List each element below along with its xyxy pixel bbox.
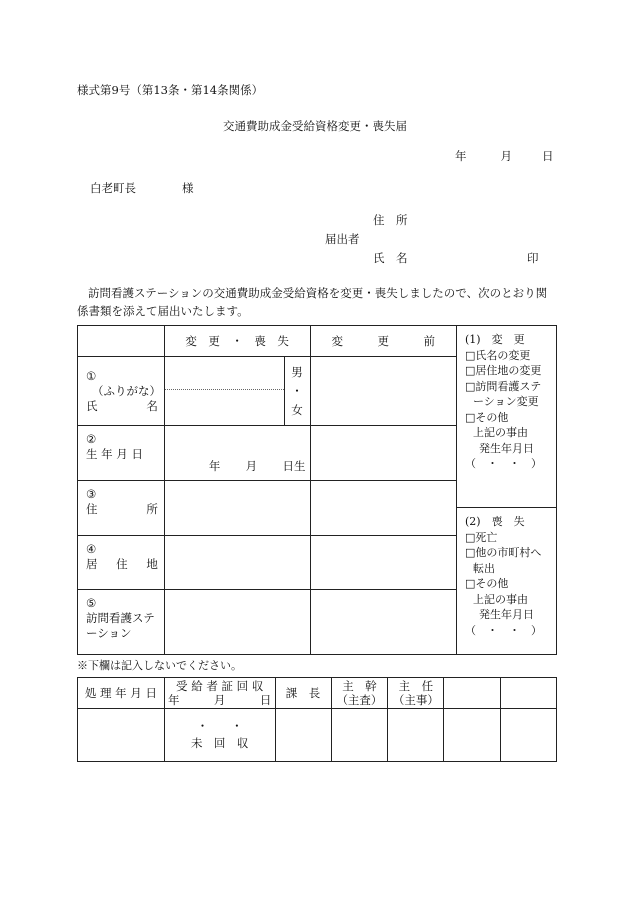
change-reason-line1: 上記の事由 (473, 426, 529, 439)
processing-date-cell[interactable] (78, 709, 165, 762)
change-item-name[interactable]: □氏名の変更 (465, 348, 531, 362)
applicant-address-label: 住 所 (373, 213, 408, 227)
loss-reason-line1: 上記の事由 (473, 592, 529, 606)
gender-separator: ・ (291, 383, 303, 398)
cert-return-header (164, 678, 275, 709)
loss-section-title: (2) 喪 失 (465, 515, 525, 528)
birth-year: 年 (208, 459, 221, 473)
birth-before-input[interactable] (310, 426, 457, 481)
station-label-line1: 訪問看護ステ (86, 611, 155, 625)
loss-item-move[interactable]: □他の市町村へ (465, 546, 542, 559)
name-before-input[interactable] (310, 357, 457, 426)
corner-cell (78, 326, 165, 357)
residence-row-label (78, 536, 165, 590)
section-chief-header: 課 長 (275, 678, 331, 709)
section-chief-seal[interactable] (275, 709, 331, 762)
address-row-number: ③ (86, 487, 97, 501)
station-row-label (78, 590, 165, 655)
day-label: 日 (542, 149, 554, 163)
office-use-note: ※下欄は記入しないでください。 (77, 659, 242, 672)
address-label: 住 所 (86, 502, 158, 516)
name-row-number: ① (86, 369, 97, 383)
station-label-line2: ーション (86, 626, 132, 640)
loss-item-move-cont: 転出 (473, 561, 496, 575)
change-section-title: (1) 変 更 (465, 333, 525, 346)
change-reason-line2: 発生年月日 (479, 441, 535, 455)
change-date-field[interactable]: （ ・ ・ ） (465, 457, 543, 470)
chief-seal[interactable] (331, 709, 388, 762)
gender-male: 男 (291, 364, 303, 379)
birth-month: 月 (245, 459, 258, 473)
birth-label: 生 年 月 日 (86, 447, 143, 461)
processing-date-header: 処 理 年 月 日 (78, 678, 165, 709)
before-change-header: 変 更 前 (310, 326, 457, 357)
change-reasons-panel (457, 326, 557, 508)
addressee (90, 182, 194, 196)
residence-input[interactable] (164, 536, 310, 590)
month-label: 月 (500, 149, 512, 163)
blank-seal-1[interactable] (444, 709, 501, 762)
name-input[interactable] (164, 357, 284, 426)
residence-before-input[interactable] (310, 536, 457, 590)
return-date-dots: ・ ・ (196, 719, 243, 733)
residence-label: 居 住 地 (86, 557, 158, 571)
name-label: 氏 名 (86, 399, 158, 413)
body-text: 訪問看護ステーションの交通費助成金受給資格を変更・喪失しましたので、次のとおり関係書類を添えて届出いたします。 (77, 286, 548, 318)
birth-day: 日生 (282, 459, 306, 473)
loss-item-other[interactable]: □その他 (465, 577, 509, 590)
gender-female: 女 (291, 402, 303, 417)
cert-return-cell[interactable] (164, 709, 275, 762)
station-row-number: ⑤ (86, 596, 97, 610)
birth-row-number: ② (86, 432, 97, 446)
change-item-station[interactable]: □訪問看護ステ (465, 379, 542, 393)
year-label: 年 (455, 149, 467, 163)
applicant-name-label: 氏 名 (373, 251, 408, 265)
change-table (77, 325, 557, 655)
change-item-station-cont: ーション変更 (473, 395, 539, 408)
blank-header-1 (444, 678, 501, 709)
change-item-residence[interactable]: □居住地の変更 (465, 364, 542, 377)
blank-header-2 (501, 678, 557, 709)
submission-date (455, 150, 554, 164)
birth-input[interactable] (164, 426, 310, 481)
applicant-label: 届出者 (325, 232, 360, 246)
furigana-label: （ふりがな） (92, 384, 161, 398)
gender-select[interactable] (284, 357, 310, 426)
residence-row-number: ④ (86, 542, 97, 556)
officer-header: 主 任 （主事） (388, 678, 444, 709)
seal-mark: 印 (527, 251, 539, 265)
change-loss-header: 変 更 ・ 喪 失 (164, 326, 310, 357)
name-row-label (78, 357, 165, 426)
addressee-honorific: 様 (182, 181, 194, 195)
form-number: 様式第9号（第13条・第14条関係） (77, 83, 264, 97)
birth-row-label (78, 426, 165, 481)
loss-item-death[interactable]: □死亡 (465, 530, 498, 544)
cert-return-title: 受 給 者 証 回 収 (176, 679, 264, 693)
document-title: 交通費助成金受給資格変更・喪失届 (223, 119, 407, 133)
station-input[interactable] (164, 590, 310, 655)
loss-date-field[interactable]: （ ・ ・ ） (465, 623, 543, 637)
change-item-other[interactable]: □その他 (465, 410, 509, 424)
not-returned-label: 未 回 収 (190, 736, 249, 750)
addressee-name: 白老町長 (90, 181, 136, 195)
address-row-label (78, 481, 165, 536)
station-before-input[interactable] (310, 590, 457, 655)
officer-seal[interactable] (388, 709, 444, 762)
cert-return-date: 年 月 日 (167, 693, 272, 707)
chief-header: 主 幹 （主査） (331, 678, 388, 709)
office-use-table (77, 677, 557, 762)
address-before-input[interactable] (310, 481, 457, 536)
loss-reasons-panel (457, 508, 557, 655)
blank-seal-2[interactable] (501, 709, 557, 762)
address-input[interactable] (164, 481, 310, 536)
furigana-divider (165, 389, 284, 390)
loss-reason-line2: 発生年月日 (479, 608, 535, 621)
